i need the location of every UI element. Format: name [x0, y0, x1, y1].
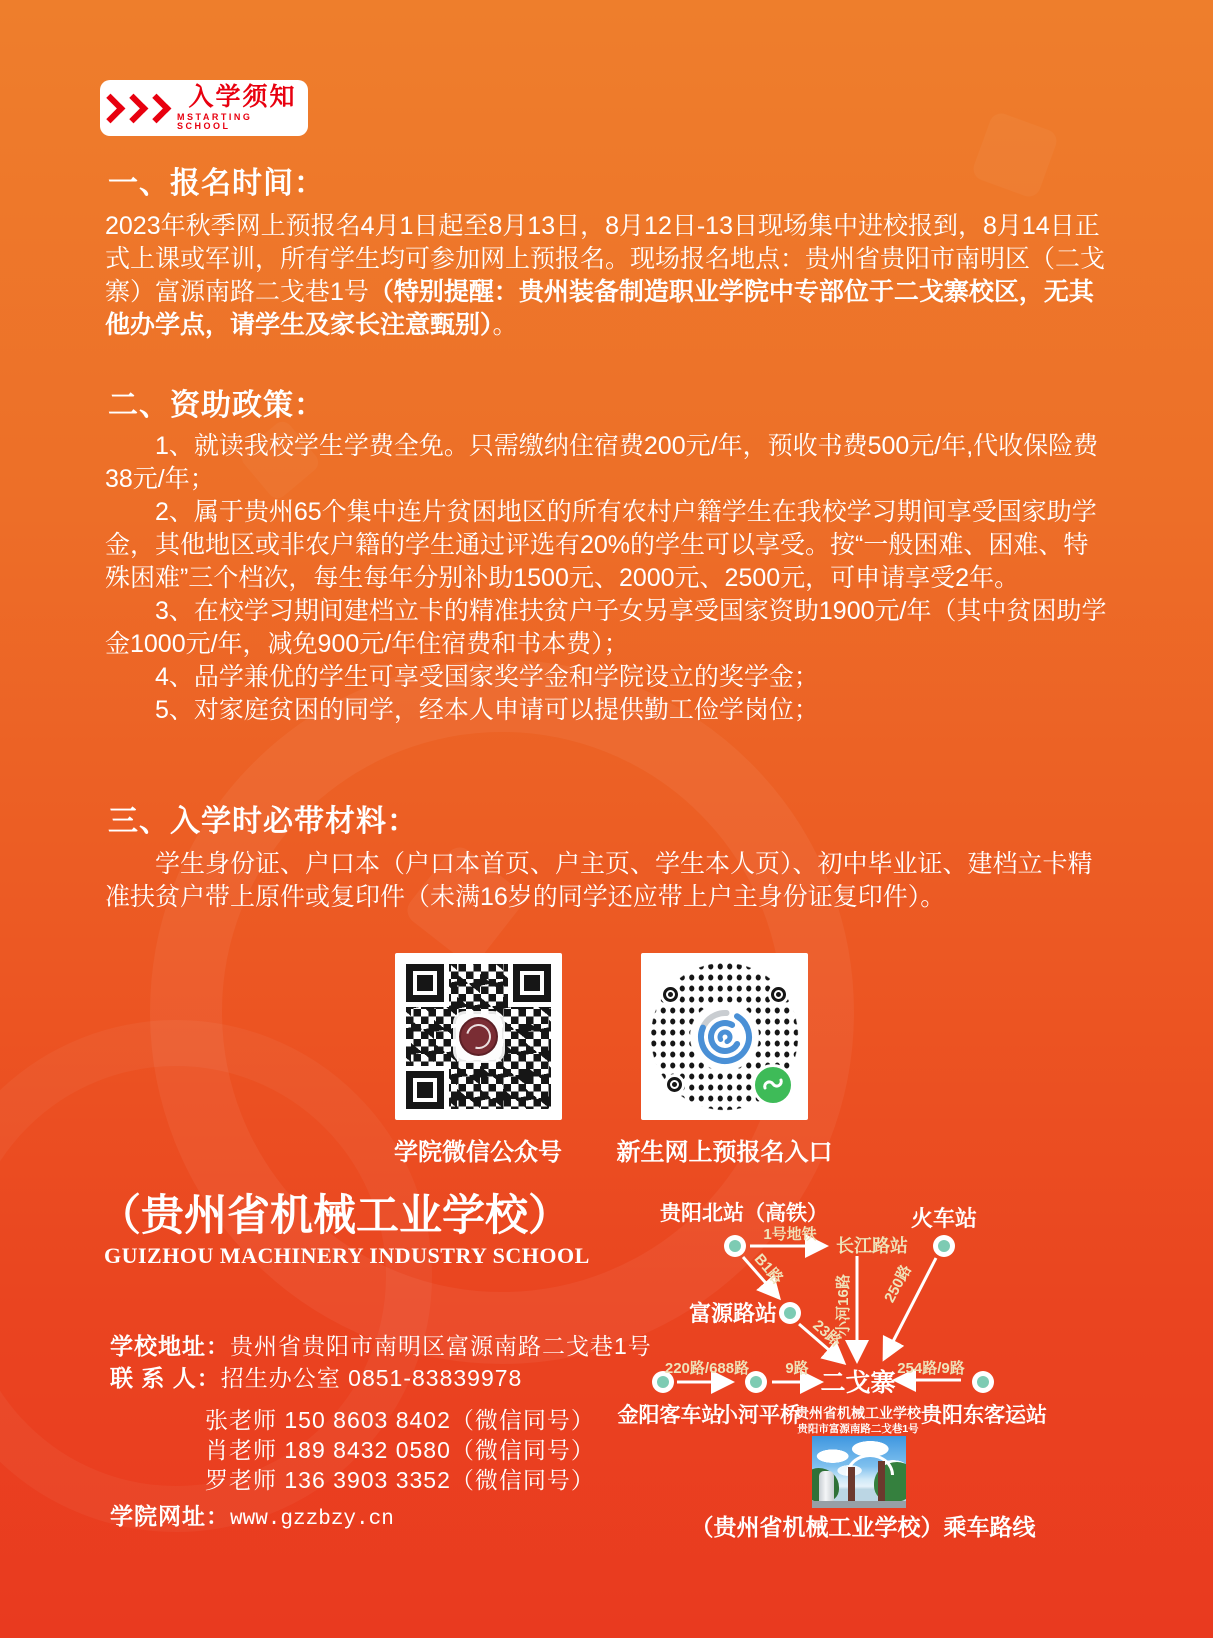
station-label-jinyang: 金阳客车站: [617, 1404, 723, 1427]
school-name-cn: （贵州省机械工业学校）: [98, 1193, 571, 1240]
wechat-account-qr-code: [395, 953, 562, 1120]
teacher-contact: 罗老师 136 3903 3352（微信同号）: [205, 1467, 595, 1493]
website-line: [110, 1498, 394, 1531]
route-label-250: 250路: [881, 1262, 915, 1306]
section3-heading: 三、入学时必带材料：: [108, 805, 418, 838]
qr-finder-icon: [406, 1071, 444, 1109]
triple-chevron-icon: [100, 98, 167, 119]
route-label-b1: B1路: [750, 1250, 787, 1288]
school-name-en: GUIZHOU MACHINERY INDUSTRY SCHOOL: [104, 1243, 590, 1268]
station-label-changjiang: 长江路站: [836, 1236, 908, 1256]
contact-person-line: [110, 1360, 522, 1393]
contact-label: 联 系 人：: [110, 1365, 221, 1391]
section1-text: 2023年秋季网上预报名4月1日起至8月13日，8月12日-13日现场集中进校报到，8月14日正式上课或军训，所有学生均可参加网上预报名。现场报名地点：贵州省贵阳市南明区（二戈寨）富源南路二戈巷1号: [105, 212, 1106, 306]
map-school-name: 贵州省机械工业学校: [795, 1405, 921, 1421]
section3-text: 学生身份证、户口本（户口本首页、户主页、学生本人页）、初中毕业证、建档立卡精准扶贫户带上原件或复印件（未满16岁的同学还应带上户主身份证复印件）。: [105, 850, 1093, 911]
photo-gate-pillar: [848, 1467, 855, 1501]
route-label-metro1: 1号地铁: [763, 1226, 817, 1243]
route-label-xiaohe16: 小河16路: [835, 1274, 852, 1336]
mini-program-spiral-icon: [692, 1004, 758, 1070]
wechat-qr-label: 学院微信公众号: [394, 1139, 562, 1166]
station-label-guiyang-north: 贵阳北站（高铁）: [660, 1202, 828, 1225]
policy-item: 3、在校学习期间建档立卡的精准扶贫户子女另享受国家资助1900元/年（其中贫困助学金1000元/年，减免900元/年住宿费和书本费）；: [105, 597, 1107, 658]
teacher-contact: 张老师 150 8603 8402（微信同号）: [205, 1407, 595, 1433]
background-watermark: [970, 110, 1060, 200]
school-emblem-icon: [456, 1014, 502, 1060]
enrollment-notice-badge: [100, 80, 308, 136]
section3-paragraph: [105, 848, 1113, 914]
website-url: www.gzzbzy.cn: [230, 1508, 394, 1531]
address-label: 学校地址：: [110, 1333, 230, 1359]
route-label-9: 9路: [785, 1360, 809, 1377]
map-caption: （贵州省机械工业学校）乘车路线: [690, 1514, 1036, 1540]
section1-paragraph: [105, 210, 1113, 342]
registration-qr-label: 新生网上预报名入口: [616, 1139, 833, 1166]
transit-route-map: [600, 1140, 1213, 1550]
qr-ring-marker-icon: [663, 987, 678, 1002]
teacher-contact: 肖老师 189 8432 0580（微信同号）: [205, 1437, 595, 1463]
map-school-address: 贵阳市富源南路二戈巷1号: [797, 1423, 919, 1435]
policy-item: 5、对家庭贫困的同学，经本人申请可以提供勤工俭学岗位；: [155, 696, 819, 724]
section2-list: [105, 430, 1113, 727]
registration-mini-program-qr-code: [641, 953, 808, 1120]
website-label: 学院网址：: [110, 1503, 230, 1529]
wechat-scan-icon: [752, 1064, 794, 1106]
qr-ring-marker-icon: [667, 1077, 682, 1092]
section1-bold-note: （特别提醒：贵州装备制造职业学院中专部位于二戈寨校区，无其他办学点，请学生及家长注意甄别）: [105, 278, 1094, 339]
route-label-254-9: 254路/9路: [897, 1360, 965, 1377]
qr-finder-icon: [513, 964, 551, 1002]
qr-finder-icon: [406, 964, 444, 1002]
badge-title: 入学须知: [188, 83, 297, 112]
station-label-guiyang-east: 贵阳东客运站: [921, 1404, 1047, 1427]
school-gate-photo: [812, 1436, 906, 1508]
photo-building: [819, 1471, 834, 1501]
policy-item: 2、属于贵州65个集中连片贫困地区的所有农村户籍学生在我校学习期间享受国家助学金，其他地区或非农户籍的学生通过评选有20%的学生可以享受。按“一般困难、困难、特殊困难”三个档次，每生每年分别补助1500元、2000元、2500元，可申请享受2年。: [105, 498, 1097, 592]
policy-item: 4、品学兼优的学生可享受国家奖学金和学院设立的奖学金；: [155, 663, 819, 691]
station-label-fuyuan: 富源路站: [688, 1301, 777, 1326]
section1-heading: 一、报名时间：: [108, 167, 325, 200]
station-label-ergezhai: 二戈寨: [820, 1369, 896, 1397]
section1-period: 。: [492, 311, 518, 339]
policy-item: 1、就读我校学生学费全免。只需缴纳住宿费200元/年，预收书费500元/年,代收保险费38元/年；: [105, 432, 1099, 493]
qr-ring-marker-icon: [771, 987, 786, 1002]
station-label-xiaohe-bridge: 小河平桥: [717, 1404, 801, 1427]
station-label-train-station: 火车站: [910, 1206, 978, 1231]
address-value: 贵州省贵阳市南明区富源南路二戈巷1号: [230, 1333, 652, 1359]
photo-gate-pillar: [878, 1461, 885, 1501]
school-address-line: [110, 1328, 652, 1361]
route-label-23: 23路: [809, 1316, 845, 1351]
badge-subtitle: MSTARTING SCHOOL: [177, 111, 253, 132]
photo-ground: [812, 1501, 906, 1508]
section2-heading: 二、资助政策：: [108, 389, 325, 422]
contact-value: 招生办公室 0851-83839978: [220, 1365, 523, 1391]
route-label-220-688: 220路/688路: [664, 1360, 750, 1377]
